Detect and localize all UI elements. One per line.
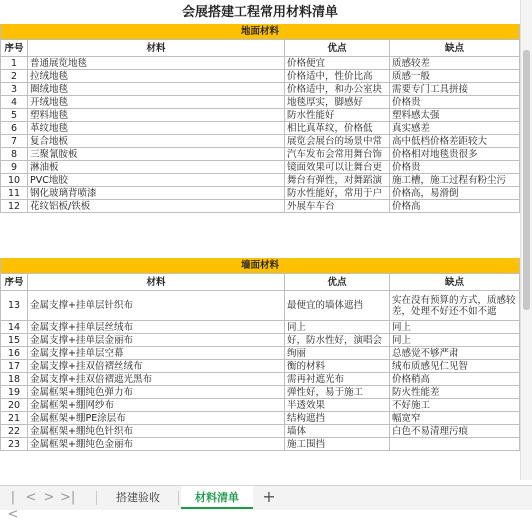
table-row (0, 57, 520, 70)
index-cell[interactable]: 6 (0, 122, 28, 135)
material-cell[interactable]: 金属框架+绷网纱布 (28, 399, 285, 412)
cons-cell[interactable]: 施工槽，施工过程有粉尘污 (390, 174, 520, 187)
pros-cell[interactable]: 相比真革纹，价格低 (285, 122, 390, 135)
cons-cell[interactable]: 同上 (390, 334, 520, 347)
material-cell[interactable]: 塑料地毯 (28, 109, 285, 122)
table-row (0, 412, 520, 425)
cons-header[interactable]: 缺点 (390, 274, 520, 291)
index-cell[interactable]: 18 (0, 373, 28, 386)
tab-separator (96, 491, 97, 505)
material-cell[interactable]: 淋油板 (28, 161, 285, 174)
material-cell[interactable]: PVC地胶 (28, 174, 285, 187)
table-row (0, 161, 520, 174)
vertical-scrollbar[interactable] (520, 0, 532, 480)
index-cell[interactable]: 3 (0, 83, 28, 96)
index-cell[interactable]: 12 (0, 200, 28, 213)
column-header-row (0, 274, 520, 291)
index-cell[interactable]: 20 (0, 399, 28, 412)
pros-header[interactable]: 优点 (285, 40, 390, 57)
table-row (0, 291, 520, 321)
pros-header[interactable]: 优点 (285, 274, 390, 291)
pros-cell[interactable]: 半透效果 (285, 399, 390, 412)
pros-cell[interactable]: 汽车发布会常用舞台饰 (285, 148, 390, 161)
cons-cell[interactable]: 价格高 (390, 200, 520, 213)
table-row (0, 148, 520, 161)
cons-cell[interactable]: 实在没有预算的方式，质感较差，处理不好还不如不遮 (390, 291, 520, 321)
material-header[interactable]: 材料 (28, 274, 285, 291)
title-row (0, 0, 520, 24)
material-cell[interactable]: 复合地板 (28, 135, 285, 148)
index-cell[interactable]: 15 (0, 334, 28, 347)
pros-cell[interactable]: 墙体 (285, 425, 390, 438)
pros-cell[interactable]: 舞台有弹性，对舞蹈演 (285, 174, 390, 187)
cons-cell[interactable]: 需要专门工具拼接 (390, 83, 520, 96)
pros-cell[interactable]: 结构遮挡 (285, 412, 390, 425)
cons-cell[interactable]: 高中低档价格差距较大 (390, 135, 520, 148)
index-cell[interactable]: 9 (0, 161, 28, 174)
pros-cell[interactable]: 最便宜的墙体遮挡 (285, 291, 390, 321)
table-row (0, 334, 520, 347)
material-cell[interactable]: 金属框架+绷PE涂层布 (28, 412, 285, 425)
index-cell[interactable]: 4 (0, 96, 28, 109)
table-row (0, 360, 520, 373)
pros-cell[interactable]: 价格便宜 (285, 57, 390, 70)
tab-materials[interactable]: 材料清单 (181, 486, 253, 509)
sheet-tab-bar (0, 485, 532, 522)
cons-header[interactable]: 缺点 (390, 40, 520, 57)
material-header[interactable]: 材料 (28, 40, 285, 57)
material-cell[interactable]: 普通展览地毯 (28, 57, 285, 70)
index-cell[interactable]: 5 (0, 109, 28, 122)
index-cell[interactable]: 10 (0, 174, 28, 187)
cons-cell[interactable]: 价格贵 (390, 96, 520, 109)
cons-cell[interactable] (390, 438, 520, 451)
section-header-row (0, 258, 520, 274)
index-cell[interactable]: 2 (0, 70, 28, 83)
table-row (0, 83, 520, 96)
material-cell[interactable]: 开绒地毯 (28, 96, 285, 109)
table-row (0, 174, 520, 187)
pros-cell[interactable]: 同上 (285, 321, 390, 334)
cons-cell[interactable]: 真实感差 (390, 122, 520, 135)
index-cell[interactable]: 1 (0, 57, 28, 70)
cons-cell[interactable]: 同上 (390, 321, 520, 334)
material-cell[interactable]: 金属支撑+挂单层金丽布 (28, 334, 285, 347)
pros-cell[interactable]: 弹性好，易于施工 (285, 386, 390, 399)
material-cell[interactable]: 金属支撑+挂单层针织布 (28, 291, 285, 321)
next-sheet-button[interactable]: > (43, 490, 55, 505)
index-cell[interactable]: 19 (0, 386, 28, 399)
pros-cell[interactable]: 绚丽 (285, 347, 390, 360)
cons-cell[interactable]: 价格贵 (390, 161, 520, 174)
pros-cell[interactable]: 施工围挡 (285, 438, 390, 451)
index-cell[interactable]: 7 (0, 135, 28, 148)
column-header-row (0, 40, 520, 57)
prev-sheet-button[interactable]: < (25, 490, 37, 505)
tab-acceptance[interactable]: 搭建验收 (116, 491, 160, 504)
table-row (0, 109, 520, 122)
pros-cell[interactable]: 防水性能好，常用于户 (285, 187, 390, 200)
index-cell[interactable]: 8 (0, 148, 28, 161)
cons-cell[interactable]: 不好施工 (390, 399, 520, 412)
material-cell[interactable]: 金属支撑+挂单层丝绒布 (28, 321, 285, 334)
material-cell[interactable]: 三聚氰胺板 (28, 148, 285, 161)
material-cell[interactable]: 革纹地毯 (28, 122, 285, 135)
first-sheet-button[interactable]: |< (7, 490, 19, 522)
section-title[interactable]: 墙面材料 (0, 258, 520, 274)
cons-cell[interactable]: 质感一般 (390, 70, 520, 83)
index-cell[interactable]: 13 (0, 291, 28, 321)
cons-cell[interactable]: 质感较差 (390, 57, 520, 70)
index-cell[interactable]: 22 (0, 425, 28, 438)
table-row (0, 96, 520, 109)
cons-cell[interactable]: 防火性能差 (390, 386, 520, 399)
table-row (0, 122, 520, 135)
last-sheet-button[interactable]: >| (60, 490, 76, 505)
table-row (0, 187, 520, 200)
material-cell[interactable]: 拉绒地毯 (28, 70, 285, 83)
material-cell[interactable]: 金属支撑+挂单层空幕 (28, 347, 285, 360)
pros-cell[interactable]: 价格适中，和办公室块 (285, 83, 390, 96)
material-cell[interactable]: 花纹铝板/铁板 (28, 200, 285, 213)
pros-cell[interactable]: 衡的材料 (285, 360, 390, 373)
index-cell[interactable]: 14 (0, 321, 28, 334)
index-header[interactable]: 序号 (0, 40, 28, 57)
material-cell[interactable]: 金属支撑+挂双倍褶丝绒布 (28, 360, 285, 373)
cons-cell[interactable]: 总感觉不够严肃 (390, 347, 520, 360)
material-cell[interactable]: 圈绒地毯 (28, 83, 285, 96)
cons-cell[interactable]: 价格相对地毯贵很多 (390, 148, 520, 161)
index-cell[interactable]: 21 (0, 412, 28, 425)
table-row (0, 425, 520, 438)
material-cell[interactable]: 金属框架+绷纯色金丽布 (28, 438, 285, 451)
cons-cell[interactable]: 幅宽窄 (390, 412, 520, 425)
index-cell[interactable]: 23 (0, 438, 28, 451)
pros-cell[interactable]: 外展车车台 (285, 200, 390, 213)
table-row (0, 70, 520, 83)
cons-cell[interactable]: 绒布质感见仁见智 (390, 360, 520, 373)
section-title[interactable]: 地面材料 (0, 24, 520, 40)
pros-cell[interactable]: 需再衬遮光布 (285, 373, 390, 386)
index-cell[interactable]: 11 (0, 187, 28, 200)
table-row (0, 373, 520, 386)
material-cell[interactable]: 金属框架+绷纯色弹力布 (28, 386, 285, 399)
table-row (0, 386, 520, 399)
add-sheet-button[interactable]: + (262, 487, 276, 506)
index-cell[interactable]: 16 (0, 347, 28, 360)
pros-cell[interactable]: 防水性能好 (285, 109, 390, 122)
pros-cell[interactable]: 展览会展台的场景中常 (285, 135, 390, 148)
table-row (0, 321, 520, 334)
cons-cell[interactable]: 价格高，易滑倒 (390, 187, 520, 200)
table-row (0, 438, 520, 451)
table-row (0, 135, 520, 148)
cons-cell[interactable]: 价格稍高 (390, 373, 520, 386)
table-row (0, 200, 520, 213)
pros-cell[interactable]: 好，防水性好，演唱会 (285, 334, 390, 347)
table-row (0, 347, 520, 360)
pros-cell[interactable]: 地毯厚实，脚感好 (285, 96, 390, 109)
index-header[interactable]: 序号 (0, 274, 28, 291)
tab-separator (178, 491, 179, 505)
section-header-row (0, 24, 520, 40)
index-cell[interactable]: 17 (0, 360, 28, 373)
cons-cell[interactable]: 塑料感太强 (390, 109, 520, 122)
cons-cell[interactable]: 白色不易清理污痕 (390, 425, 520, 438)
material-cell[interactable]: 钢化玻璃背喷漆 (28, 187, 285, 200)
sheet-title[interactable]: 会展搭建工程常用材料清单 (181, 4, 338, 20)
material-cell[interactable]: 金属框架+绷纯色针织布 (28, 425, 285, 438)
material-cell[interactable]: 金属支撑+挂双倍褶遮光黑布 (28, 373, 285, 386)
scrollbar-thumb[interactable] (523, 50, 530, 310)
pros-cell[interactable]: 价格适中，性价比高 (285, 70, 390, 83)
table-row (0, 399, 520, 412)
pros-cell[interactable]: 镜面效果可以让舞台更 (285, 161, 390, 174)
